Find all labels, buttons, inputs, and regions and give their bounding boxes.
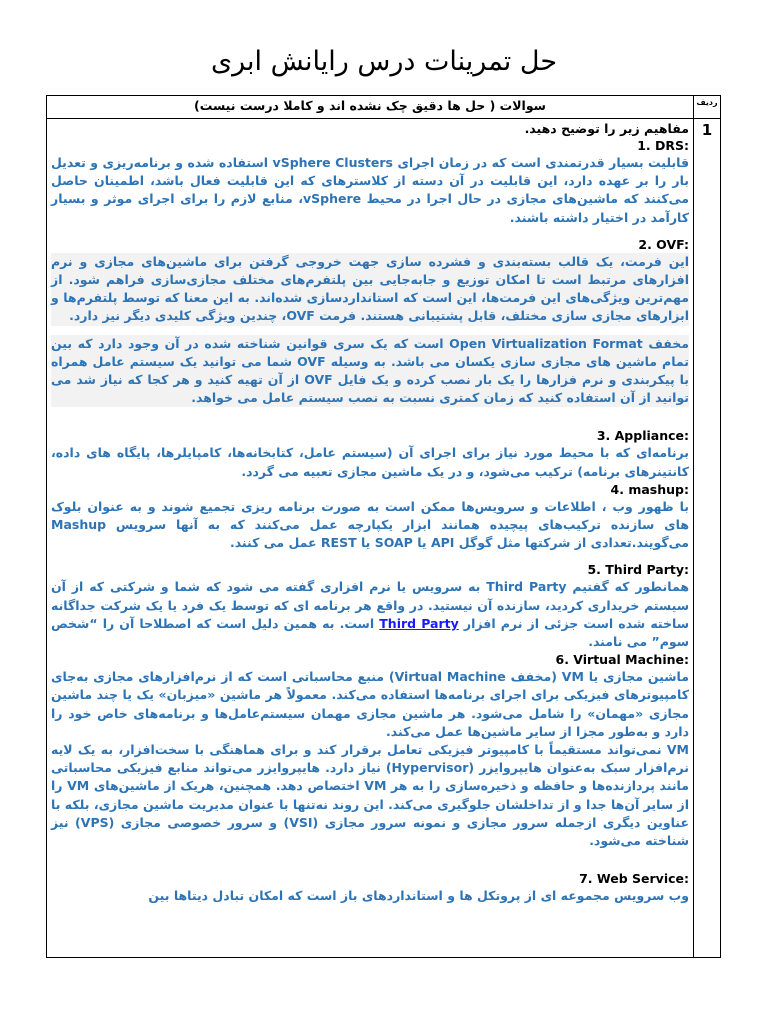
item-heading-virtual-machine-text: 6. Virtual Machine: [555, 652, 689, 668]
item-heading-drs [51, 137, 689, 154]
item-heading-third-party [51, 561, 689, 578]
answer-paragraph-web-service: وب سرویس مجموعه ای از پروتکل ها و استانداردهای باز است که امکان تبادل دیتاها بین [148, 888, 689, 904]
answer-paragraph-mashup: با ظهور وب ، اطلاعات و سرویس‌ها ممکن است به صورت برنامه ریزی تجمیع شوند و به عنوان بلوک های سازنده ترکیب‌های پیچیده همانند ابزار یکپارچه عمل می‌کنند که به آنها سرویس Mashup می‌گویند.تعدادی از شرکتها مثل گوگل API یا SOAP یا REST عمل می کنند. [51, 498, 689, 551]
answer-paragraph-vm-2: VM نمی‌تواند مستقیماً با کامپیوتر فیزیکی تعامل برقرار کند و برای هماهنگی با سخت‌افزار، به یک لایه نرم‌افزار سبک به‌عنوان هایپروایزر (Hypervisor) نیاز دارد. هایپروایزر می‌تواند منابع فیزیکی محاسباتی مانند پردازنده‌ها و حافظه و ذخیره‌سازی را به هر VM اختصاص دهد. همچنین، هریک از ماشین‌های VM را از سایر آن‌ها جدا و از تداخلشان جلوگیری می‌کند. این روند نه‌تنها با عنوان مدیریت ماشین مجازی، بلکه با عناوین دیگری ازجمله سرور مجازی و نمونه سرور مجازی (VSI) و سرور خصوصی مجازی (VPS) نیز شناخته می‌شود. [51, 742, 690, 849]
row-number-cell: 1 [694, 119, 721, 958]
item-heading-ovf [51, 236, 689, 253]
table-header-row [47, 96, 721, 119]
third-party-text: همانطور که گفتیم Third Party به سرویس یا نرم افزاری گفته می شود که شما و شرکتی که از آن سیستم خریداری کردید، سازنده آن نیستید. در واقع هر برنامه ای که توسط یک فرد یا یک شرکت جداگانه ساخته شده است جزئی از نرم افزار [51, 579, 690, 631]
item-heading-drs-text: 1. DRS: [637, 138, 689, 153]
table-row [47, 119, 721, 958]
item-heading-web-service-text: 7. Web Service: [579, 871, 689, 887]
question-intro: مفاهیم زیر را توضیح دهید. [524, 121, 689, 136]
item-heading-appliance [51, 427, 689, 444]
answer-paragraph-drs: قابلیت بسیار قدرتمندی است که در زمان اجرای vSphere Clusters استفاده شده و برنامه‌ریزی و تعدیل بار را بر عهده دارد، این قابلیت در آن دسته از کلاسترهای که این قابلیت فعال باشد، اطمینان حاصل می‌کنند که ماشین‌های مجازی در حال اجرا در محیط vSphere، منابع لازم را برای اجرای موثر و بسیار کارآمد در اختیار داشته باشند. [51, 155, 690, 225]
answer-paragraph-ovf-1: این فرمت، یک قالب بسته‌بندی و فشرده سازی جهت خروجی گرفتن برای ماشین‌های مجازی و نرم افزارهای مرتبط است تا امکان توزیع و جابه‌جایی بین پلتفرم‌های مختلف مجازی‌سازی فراهم شود. از مهم‌ترین ویژگی‌های این فرمت‌ها، این است که استانداردسازی شده‌اند. به این معنا که توسط پلتفرم‌ها و ابزارهای مجازی سازی مختلف، قابل پشتیبانی هستند. فرمت OVF، چندین ویژگی کلیدی دیگر نیز دارد. [51, 253, 689, 326]
item-heading-web-service [51, 870, 689, 887]
third-party-text-end: است. به همین دلیل است که اصطلاحا آن را “شخص سوم” می نامند. [51, 615, 689, 650]
item-heading-third-party-text: 5. Third Party: [587, 562, 689, 578]
item-heading-virtual-machine [51, 651, 689, 668]
row-content-cell [47, 119, 694, 958]
questions-table [46, 95, 721, 958]
document-title: حل تمرینات درس رایانش ابری [210, 46, 558, 77]
item-heading-ovf-text: 2. OVF: [638, 236, 689, 252]
header-questions-cell: سوالات ( حل ها دقیق چک نشده اند و کاملا درست نیست) [47, 96, 694, 119]
item-heading-mashup-text: 4. mashup: [610, 481, 689, 497]
answer-paragraph-appliance: برنامه‌ای که با محیط مورد نیاز برای اجرای آن (سیستم عامل، کتابخانه‌ها، کامپایلرها، پایگاه های داده، کانتینرهای برنامه) ترکیب می‌شود، و در یک ماشین مجازی تعبیه می گردد. [51, 445, 689, 479]
third-party-link[interactable]: Third Party [379, 615, 459, 631]
header-number-cell: ردیف [694, 96, 721, 119]
answer-paragraph-vm-1: ماشین مجازی یا VM (مخفف Virtual Machine) منبع محاسباتی است که از نرم‌افزارهای مجازی به‌جای کامپیوترهای فیزیکی برای اجرای برنامه‌ها استفاده می‌کند. معمولاً هر ماشین «میزبان» یک یا چند ماشین مجازی «مهمان» را شامل می‌شود. هر ماشین مجازی مهمان سیستم‌عامل‌ها و برنامه‌های خاص خود را دارد و به‌طور مجزا از سایر ماشین‌ها عمل می‌کند. [51, 669, 689, 739]
answer-paragraph-ovf-2: مخفف Open Virtualization Format است که یک سری قوانین شناخته شده در آن وجود دارد که بین تمام ماشین های مجازی سازی یکسان می باشد. به وسیله OVF شما می توانید یک سیستم عامل همراه با پیکربندی و نرم فزارها را یک بار نصب کرده و یک فایل OVF از آن تهیه کنید و هر کجا که نیاز شد می توانید از آن استفاده کنید که زمان کمتری نسبت به نصب سیستم عامل می خواهد. [51, 335, 689, 408]
item-heading-mashup [51, 481, 689, 498]
answer-paragraph-third-party [51, 578, 689, 651]
item-heading-appliance-text: 3. Appliance: [596, 428, 689, 444]
